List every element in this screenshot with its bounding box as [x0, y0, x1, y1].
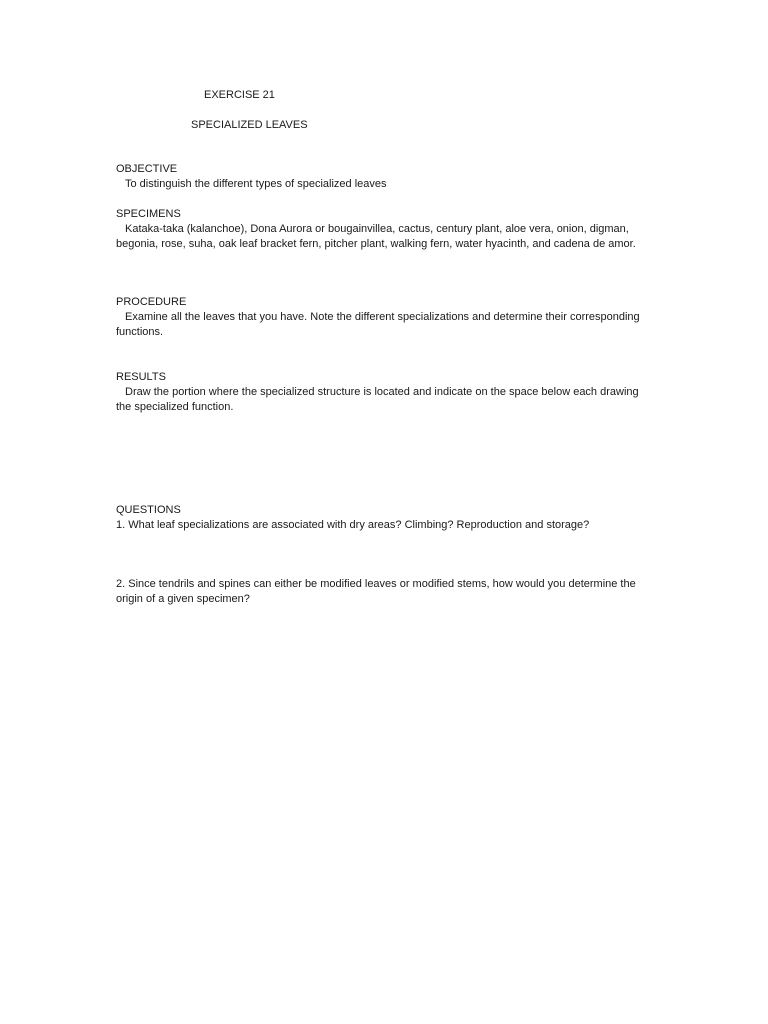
procedure-section: [116, 295, 656, 340]
questions-heading: QUESTIONS: [116, 504, 181, 516]
question-1: 1. What leaf specializations are associated with dry areas? Climbing? Reproduction and storage?: [116, 519, 590, 531]
results-text: Draw the portion where the specialized structure is located and indicate on the space below each drawing the specialized function.: [116, 386, 639, 413]
specimens-section: [116, 207, 656, 252]
procedure-text: Examine all the leaves that you have. Note the different specializations and determine their corresponding functions.: [116, 311, 640, 338]
questions-section: [116, 503, 656, 533]
specimens-text: Kataka-taka (kalanchoe), Dona Aurora or bougainvillea, cactus, century plant, aloe vera, onion, digman, begonia, rose, suha, oak leaf bracket fern, pitcher plant, walking fern, water hyacinth, and cadena de amor.: [116, 223, 636, 250]
exercise-number: EXERCISE 21: [204, 89, 275, 101]
exercise-title: SPECIALIZED LEAVES: [191, 119, 308, 131]
objective-heading: OBJECTIVE: [116, 163, 178, 175]
results-section: [116, 370, 656, 415]
question-2: 2. Since tendrils and spines can either be modified leaves or modified stems, how would you determine the origin of a given specimen?: [116, 578, 636, 605]
results-heading: RESULTS: [116, 371, 166, 383]
specimens-heading: SPECIMENS: [116, 208, 181, 220]
objective-text: To distinguish the different types of specialized leaves: [125, 178, 387, 190]
procedure-heading: PROCEDURE: [116, 296, 187, 308]
objective-section: [116, 162, 656, 192]
